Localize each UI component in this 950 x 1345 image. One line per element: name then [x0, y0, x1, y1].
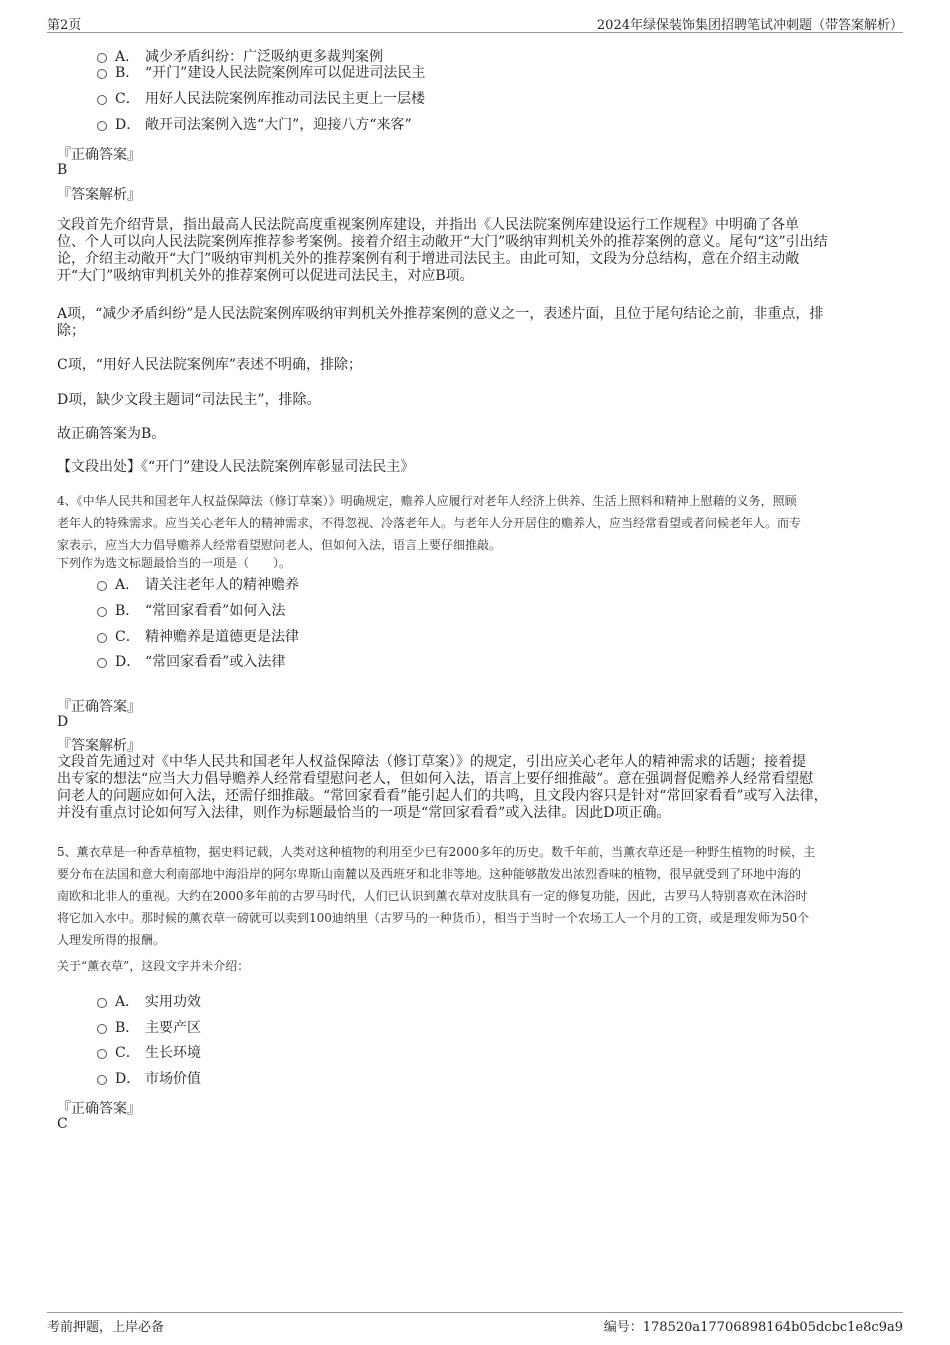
radio-icon[interactable]	[97, 633, 107, 643]
radio-icon[interactable]	[97, 581, 107, 591]
radio-icon[interactable]	[97, 998, 107, 1008]
q4-option-a[interactable]: A． 请关注老年人的精神赡养	[97, 575, 299, 595]
q4-answer-label: 『正确答案』	[57, 699, 141, 715]
radio-icon[interactable]	[97, 121, 107, 131]
q5-answer: C	[57, 1116, 68, 1132]
radio-icon[interactable]	[97, 95, 107, 105]
q5-option-c[interactable]: C． 生长环境	[97, 1043, 201, 1063]
q3-option-b[interactable]: B． “开门”建设人民法院案例库可以促进司法民主	[97, 63, 425, 83]
radio-icon[interactable]	[97, 1075, 107, 1085]
q3-option-a[interactable]: A． 减少矛盾纠纷：广泛吸纳更多裁判案例	[97, 47, 383, 67]
q3-answer: B	[57, 162, 68, 178]
document-serial: 编号：178520a17706898164b05dcbc1e8c9a9	[603, 1320, 903, 1335]
q4-analysis-label: 『答案解析』	[57, 738, 141, 754]
radio-icon[interactable]	[97, 53, 107, 63]
q5-stem: 5、薰衣草是一种香草植物，据史料记载，人类对这种植物的利用至少已有2000多年的历史。数千年前，当薰衣草还是一种野生植物的时候，主 要分布在法国和意大利南部地中海沿岸的阿尔卑斯山南麓以及西班牙和北非等地。这种能够散发出浓烈香味的植物，很早就受到了环地中海的 南欧和北非人的重视。大约在2000多年前的古罗马时代，人们已认识到薰衣草对皮肤具有一定的修复功能，因此，古罗马人特别喜欢在沐浴时 将它加入水中。那时候的薰衣草一磅就可以卖到100迪纳里（古罗马的一种货币），相当于当时一个农场工人一个月的工资，或是理发师为50个 人理发所得的报酬。	[57, 845, 816, 947]
q3-answer-label: 『正确答案』	[57, 147, 141, 163]
q3-analysis-label: 『答案解析』	[57, 187, 141, 203]
page-number: 第2页	[47, 18, 82, 33]
radio-icon[interactable]	[97, 69, 107, 79]
q4-option-c[interactable]: C． 精神赡养是道德更是法律	[97, 627, 299, 647]
q3-analysis-option-c: C项，“用好人民法院案例库”表述不明确，排除；	[57, 357, 363, 373]
q3-option-c[interactable]: C． 用好人民法院案例库推动司法民主更上一层楼	[97, 89, 425, 109]
q5-answer-label: 『正确答案』	[57, 1101, 141, 1117]
page-header	[47, 14, 903, 33]
radio-icon[interactable]	[97, 1024, 107, 1034]
radio-icon[interactable]	[97, 607, 107, 617]
q4-answer: D	[57, 714, 69, 730]
q4-option-b[interactable]: B． “常回家看看”如何入法	[97, 601, 285, 621]
radio-icon[interactable]	[97, 1049, 107, 1059]
q5-option-b[interactable]: B． 主要产区	[97, 1018, 201, 1038]
radio-icon[interactable]	[97, 658, 107, 668]
q5-option-d[interactable]: D． 市场价值	[97, 1069, 201, 1089]
q3-source: 【文段出处】《“开门”建设人民法院案例库彰显司法民主》	[57, 459, 415, 475]
q4-option-d[interactable]: D． “常回家看看”或入法律	[97, 652, 285, 672]
q3-analysis: 文段首先介绍背景，指出最高人民法院高度重视案例库建设，并指出《人民法院案例库建设运行工作规程》中明确了各单 位、个人可以向人民法院案例库推荐参考案例。接着介绍主动敞开“大门”吸纳审判机关外的推荐案例的意义。尾句“这”引出结 论，介绍主动敞开“大门”吸纳审判机关外的推荐案例有利于增进司法民主。由此可知，文段为分总结构，意在介绍主动敞 开“大门”吸纳审判机关外的推荐案例可以促进司法民主，对应B项。	[57, 217, 828, 284]
q3-option-d[interactable]: D． 敞开司法案例入选“大门”，迎接八方“来客”	[97, 115, 412, 135]
page-footer	[47, 1312, 903, 1335]
q4-analysis: 文段首先通过对《中华人民共和国老年人权益保障法（修订草案）》的规定，引出应关心老年人的精神需求的话题；接着提 出专家的想法“应当大力倡导赡养人经常看望慰问老人，但如何入法，语言上要仔细推敲”。意在强调督促赡养人经常看望慰 问老人的问题应如何入法，还需仔细推敲。“常回家看看”能引起人们的共鸣，且文段内容只是针对“常回家看看”或写入法律， 并没有重点讨论如何写入法律，则作为标题最恰当的一项是“常回家看看”或入法律。因此D项正确。	[57, 754, 828, 821]
q3-analysis-option-d: D项，缺少文段主题词“司法民主”，排除。	[57, 392, 321, 408]
footer-slogan: 考前押题，上岸必备	[47, 1320, 165, 1335]
document-title: 2024年绿保装饰集团招聘笔试冲刺题（带答案解析）	[596, 18, 903, 33]
q5-option-a[interactable]: A． 实用功效	[97, 992, 201, 1012]
q5-question: 关于“薰衣草”，这段文字并未介绍：	[57, 959, 250, 973]
q3-analysis-option-a: A项，“减少矛盾纠纷”是人民法院案例库吸纳审判机关外推荐案例的意义之一，表述片面，且位于尾句结论之前，非重点，排 除；	[57, 306, 824, 339]
q4-stem: 4、《中华人民共和国老年人权益保障法（修订草案）》明确规定，赡养人应履行对老年人经济上供养、生活上照料和精神上慰藉的义务，照顾 老年人的特殊需求。应当关心老年人的精神需求，不得忽视、冷落老年人。与老年人分开居住的赡养人，应当经常看望或者问候老年人。而专 家表示，应当大力倡导赡养人经常看望慰问老人，但如何入法，语言上要仔细推敲。 下列作为选文标题最恰当的一项是（ ）。	[57, 494, 802, 570]
q3-conclusion: 故正确答案为B。	[57, 426, 166, 442]
